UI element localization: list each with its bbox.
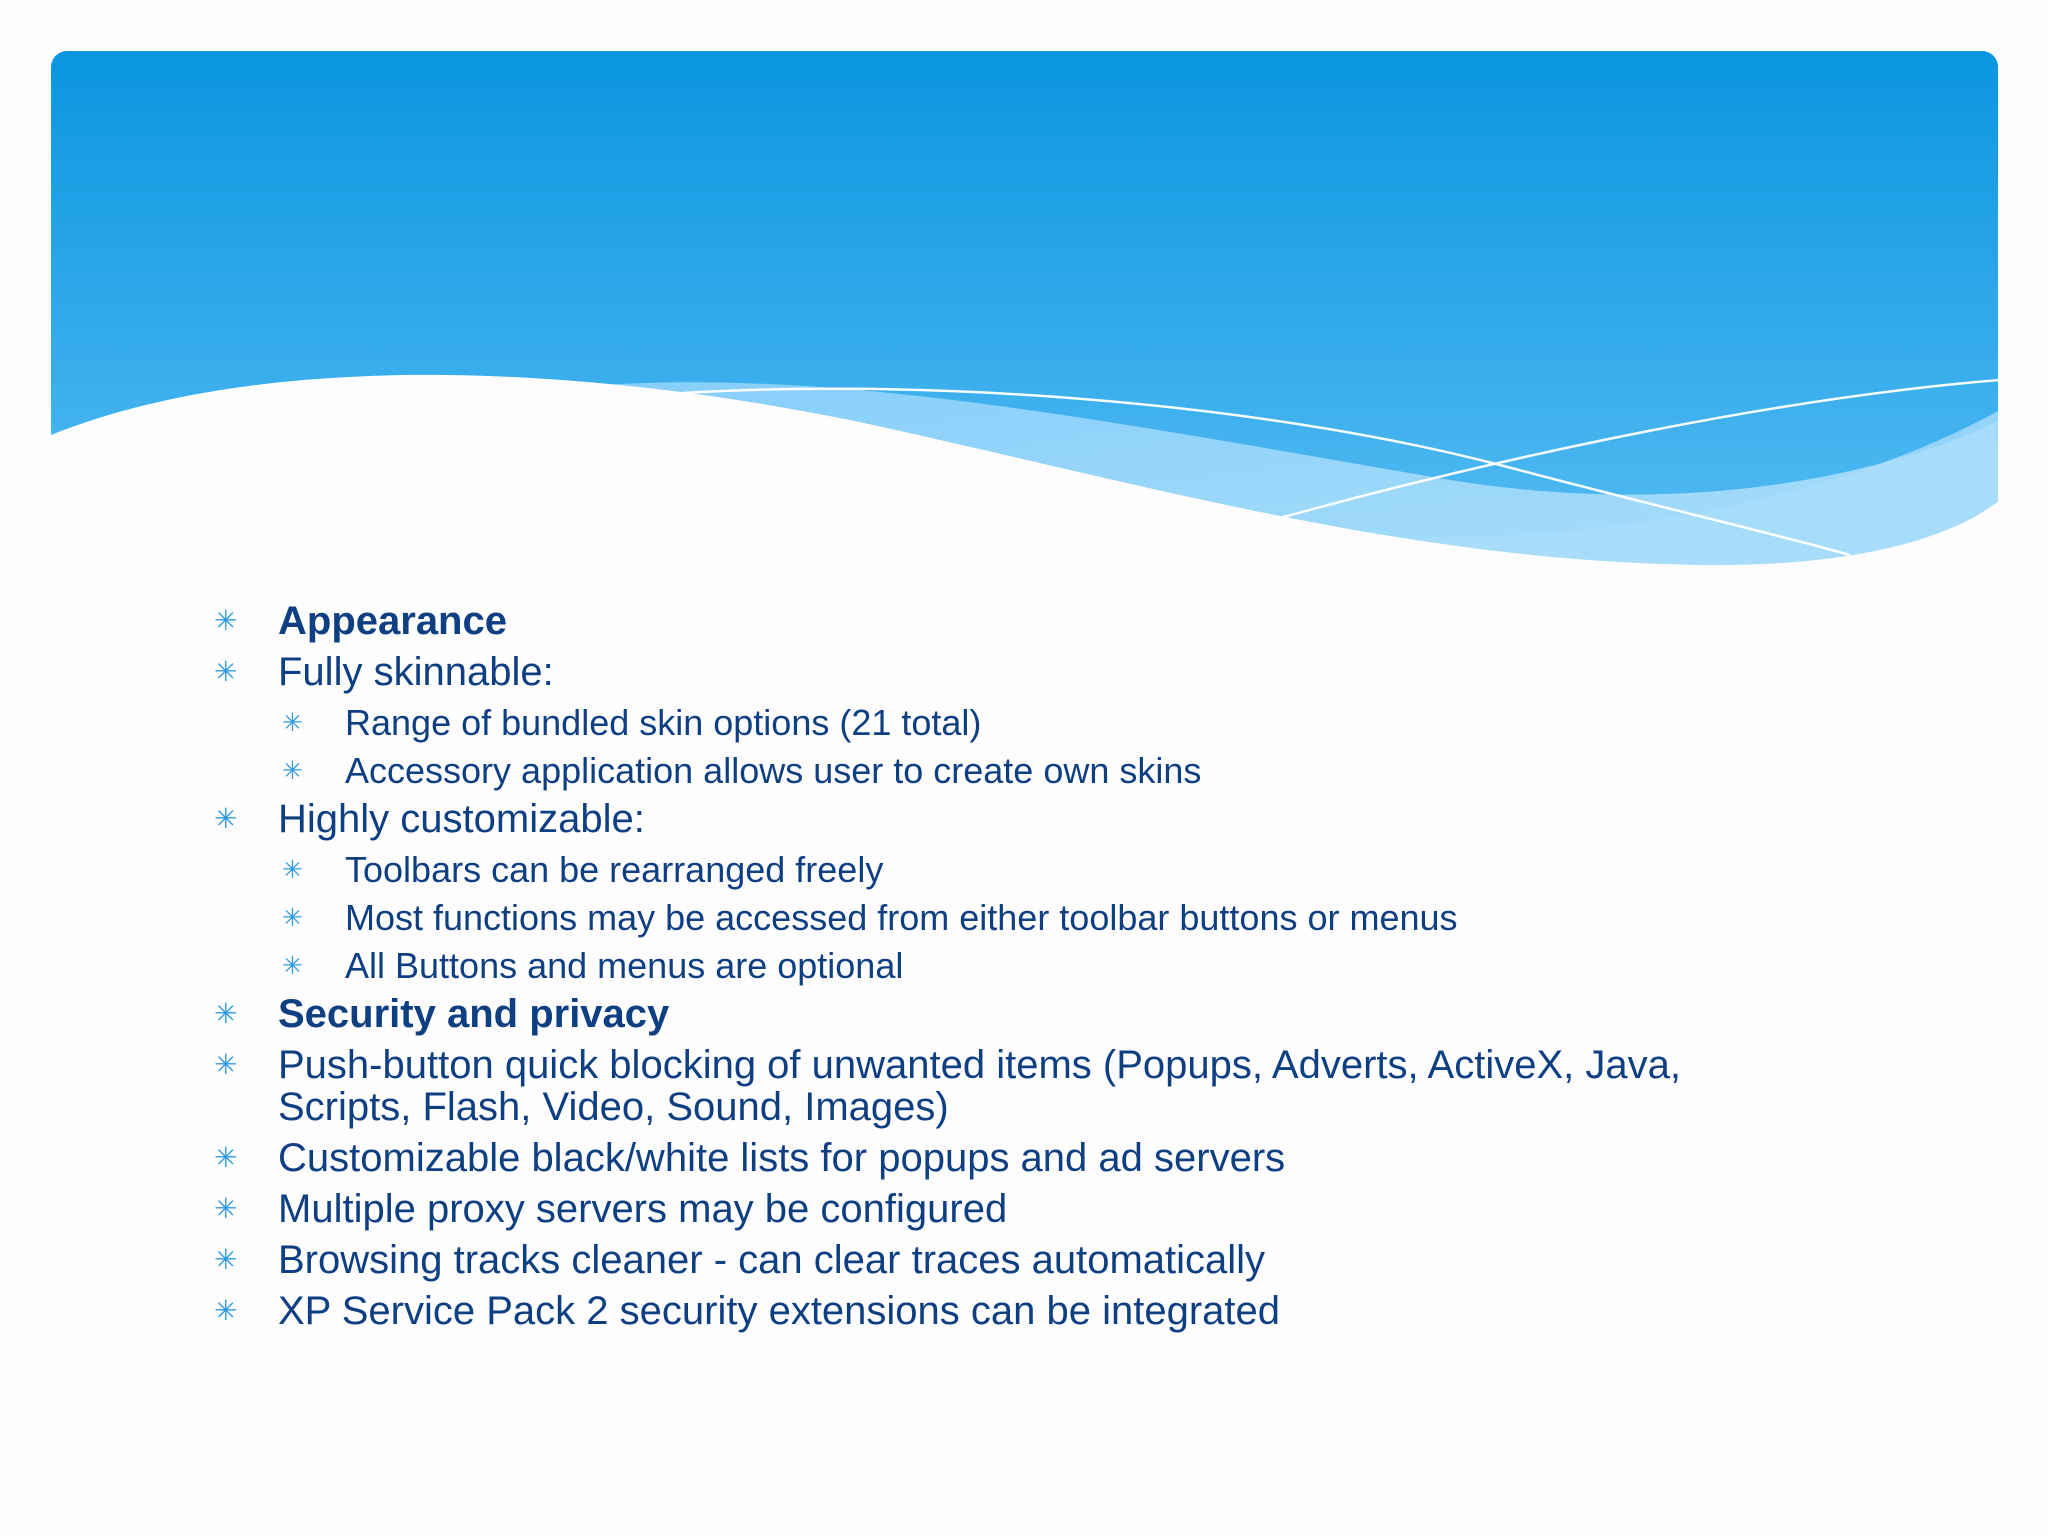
bullet-item — [212, 1137, 1812, 1179]
bullet-asterisk-icon: ✳ — [214, 1243, 238, 1276]
sub-bullet-item — [212, 945, 1812, 987]
bullet-asterisk-icon: ✳ — [282, 951, 303, 980]
bullet-asterisk-icon: ✳ — [214, 1294, 238, 1327]
bullet-text: Browsing tracks cleaner - can clear traces automatically — [278, 1238, 1266, 1282]
section-heading: Security and privacy — [278, 992, 670, 1036]
slide-body — [212, 600, 1812, 1341]
sub-bullet-item — [212, 750, 1812, 792]
bullet-item — [212, 600, 1812, 642]
bullet-asterisk-icon: ✳ — [282, 708, 303, 737]
bullet-text: Fully skinnable: — [278, 650, 554, 694]
bullet-item — [212, 1290, 1812, 1332]
bullet-item — [212, 1239, 1812, 1281]
bullet-text: Most functions may be accessed from either toolbar buttons or menus — [345, 897, 1458, 938]
bullet-text: Range of bundled skin options (21 total) — [345, 702, 982, 743]
bullet-asterisk-icon: ✳ — [282, 756, 303, 785]
sub-bullet-item — [212, 849, 1812, 891]
wave-banner — [0, 0, 2048, 600]
bullet-asterisk-icon: ✳ — [282, 903, 303, 932]
bullet-item — [212, 651, 1812, 693]
sub-bullet-item — [212, 897, 1812, 939]
sub-bullet-item — [212, 702, 1812, 744]
section-heading: Appearance — [278, 599, 507, 643]
bullet-asterisk-icon: ✳ — [214, 604, 238, 637]
bullet-text: All Buttons and menus are optional — [345, 945, 904, 986]
bullet-item — [212, 1044, 1812, 1128]
bullet-text: Multiple proxy servers may be configured — [278, 1187, 1008, 1231]
bullet-asterisk-icon: ✳ — [282, 855, 303, 884]
bullet-item — [212, 993, 1812, 1035]
bullet-asterisk-icon: ✳ — [214, 1192, 238, 1225]
bullet-text: Highly customizable: — [278, 797, 645, 841]
bullet-asterisk-icon: ✳ — [214, 802, 238, 835]
bullet-asterisk-icon: ✳ — [214, 655, 238, 688]
bullet-asterisk-icon: ✳ — [214, 1048, 238, 1081]
bullet-item — [212, 798, 1812, 840]
bullet-text: Toolbars can be rearranged freely — [345, 849, 884, 890]
bullet-text: XP Service Pack 2 security extensions can be integrated — [278, 1289, 1281, 1333]
bullet-asterisk-icon: ✳ — [214, 1141, 238, 1174]
bullet-item — [212, 1188, 1812, 1230]
bullet-asterisk-icon: ✳ — [214, 997, 238, 1030]
bullet-list — [212, 600, 1812, 1332]
bullet-text: Customizable black/white lists for popups and ad servers — [278, 1136, 1286, 1180]
bullet-text: Accessory application allows user to create own skins — [345, 750, 1202, 791]
bullet-text: Push-button quick blocking of unwanted items (Popups, Adverts, ActiveX, Java, Scripts, Flash, Video, Sound, Images) — [278, 1043, 1681, 1129]
